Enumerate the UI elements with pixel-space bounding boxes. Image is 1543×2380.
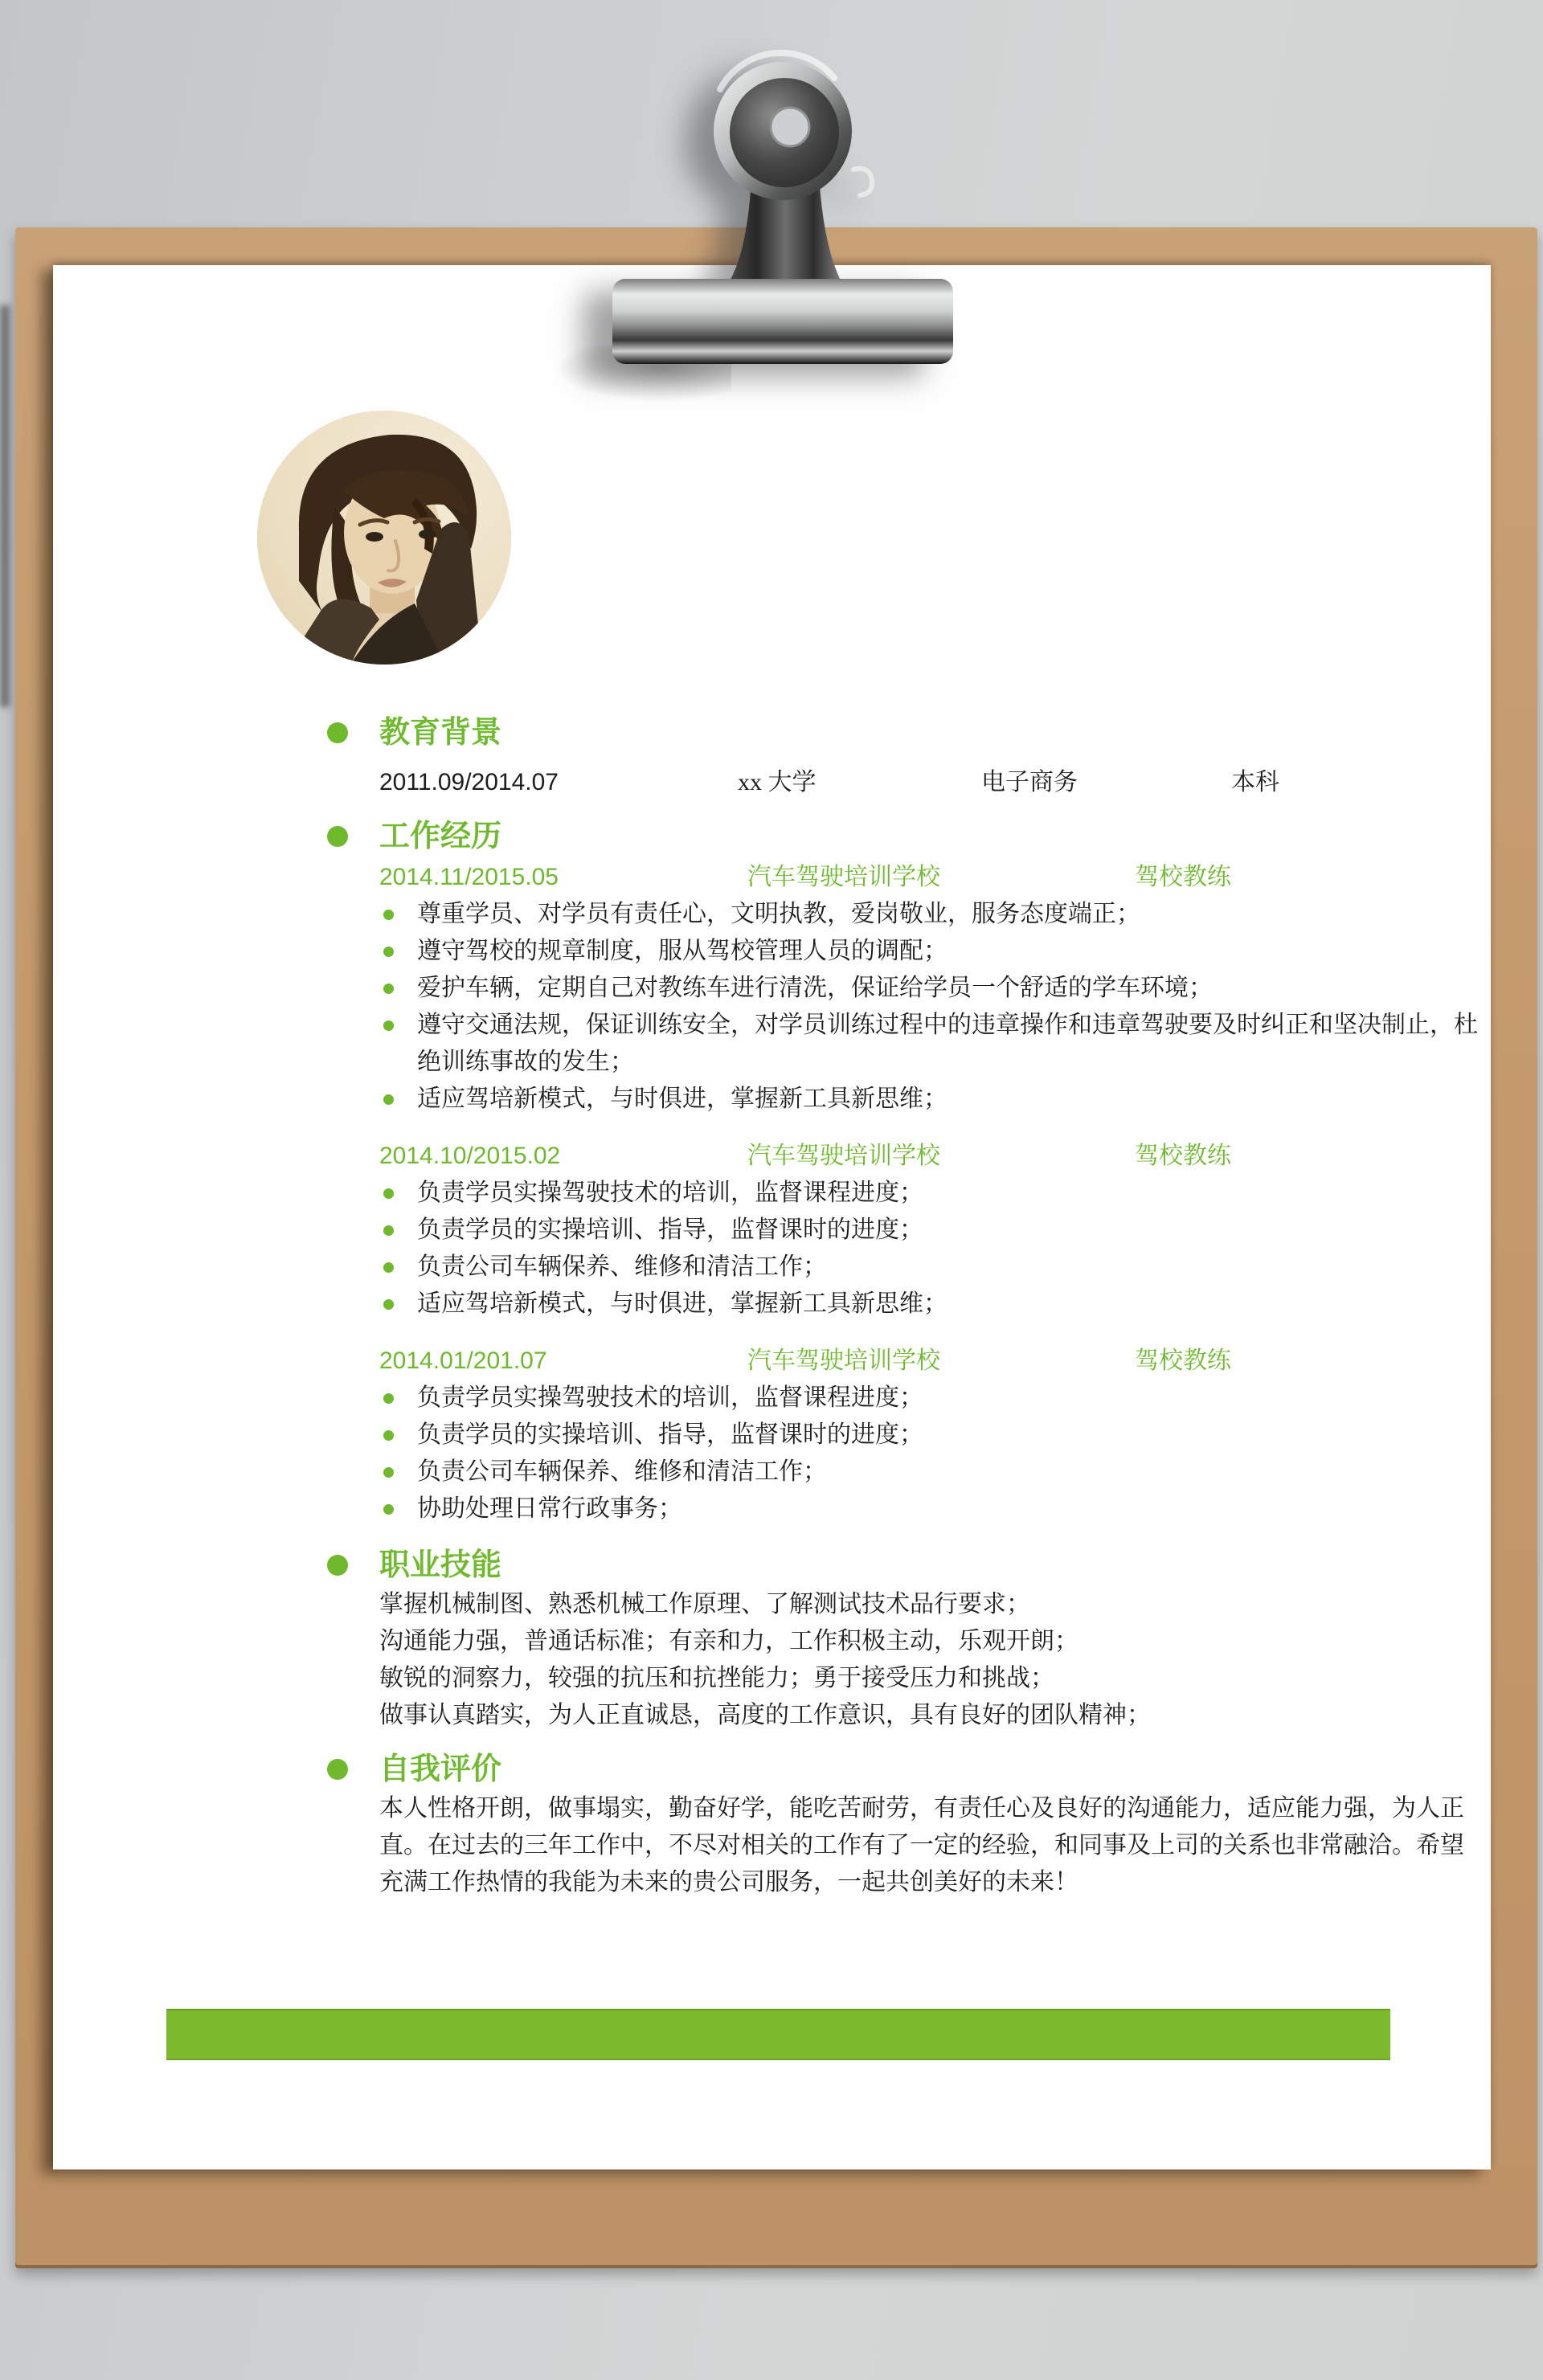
section-title: 教育背景	[379, 716, 502, 750]
skill-line: 掌握机械制图、熟悉机械工作原理、了解测试技术品行要求；	[379, 1591, 1030, 1617]
bullet-dot-icon	[383, 1094, 394, 1105]
job-bullets	[383, 1175, 1485, 1323]
job-bullet-text: 遵守交通法规，保证训练安全，对学员训练过程中的违章操作和违章驾驶要及时纠正和坚决制止，杜绝训练事故的发生；	[417, 1012, 1478, 1075]
job-bullet	[383, 1081, 1485, 1118]
section-skills	[327, 1548, 1485, 1734]
job-entry	[327, 859, 1485, 1118]
job-header	[379, 1343, 1485, 1380]
job-bullets	[383, 1380, 1485, 1527]
job-bullet	[383, 1417, 1485, 1454]
section-bullet-icon	[327, 1555, 348, 1576]
bullet-dot-icon	[383, 1430, 394, 1441]
job-bullet-text: 遵守驾校的规章制度，服从驾校管理人员的调配；	[417, 938, 947, 964]
job-period: 2014.11/2015.05	[379, 864, 559, 890]
portrait-illustration	[257, 411, 511, 665]
job-role: 驾校教练	[1135, 1347, 1231, 1374]
bottom-accent-bar	[166, 2009, 1390, 2060]
job-list	[327, 859, 1485, 1527]
job-entry	[327, 1138, 1485, 1323]
evaluation-paragraph: 本人性格开朗，做事塌实，勤奋好学，能吃苦耐劳，有责任心及良好的沟通能力，适应能力强，为人正直。在过去的三年工作中，不尽对相关的工作有了一定的经验，和同事及上司的关系也非常融洽。希望充满工作热情的我能为未来的贵公司服务，一起共创美好的未来！	[379, 1795, 1464, 1895]
education-period: 2011.09/2014.07	[379, 769, 559, 795]
bullet-dot-icon	[383, 910, 394, 920]
binder-clip-illustration	[595, 38, 976, 372]
job-header	[379, 1138, 1485, 1175]
job-bullet-text: 适应驾培新模式，与时俱进，掌握新工具新思维；	[417, 1290, 947, 1317]
job-bullet-text: 负责学员实操驾驶技术的培训，监督课程进度；	[417, 1180, 923, 1206]
job-bullet	[383, 1454, 1485, 1491]
job-header	[379, 859, 1485, 896]
job-bullet	[383, 1175, 1485, 1212]
job-company: 汽车驾驶培训学校	[747, 1143, 940, 1169]
bullet-dot-icon	[383, 1299, 394, 1310]
bullet-dot-icon	[383, 1225, 394, 1236]
job-bullet	[383, 1491, 1485, 1527]
bullet-dot-icon	[383, 1188, 394, 1199]
section-bullet-icon	[327, 722, 348, 743]
section-title: 自我评价	[379, 1752, 502, 1786]
skill-line: 做事认真踏实，为人正直诚恳，高度的工作意识，具有良好的团队精神；	[379, 1702, 1151, 1728]
section-bullet-icon	[327, 1759, 348, 1780]
education-entry	[379, 764, 1485, 801]
job-bullet-text: 负责学员实操驾驶技术的培训，监督课程进度；	[417, 1384, 923, 1411]
job-bullet	[383, 1212, 1485, 1249]
job-bullet	[383, 933, 1485, 970]
section-header	[327, 715, 1485, 750]
job-period: 2014.10/2015.02	[379, 1143, 561, 1169]
job-role: 驾校教练	[1135, 864, 1231, 890]
section-header	[327, 1752, 1485, 1787]
education-major: 电子商务	[981, 769, 1078, 795]
job-bullet	[383, 896, 1485, 933]
job-bullet	[383, 1380, 1485, 1417]
job-role: 驾校教练	[1135, 1143, 1231, 1169]
section-evaluation	[327, 1752, 1485, 1901]
job-bullet-text: 负责学员的实操培训、指导，监督课时的进度；	[417, 1421, 923, 1448]
left-edge-shadow	[0, 305, 10, 707]
bullet-dot-icon	[383, 947, 394, 957]
bullet-dot-icon	[383, 1467, 394, 1478]
section-bullet-icon	[327, 826, 348, 847]
job-company: 汽车驾驶培训学校	[747, 864, 940, 890]
job-bullet-text: 负责公司车辆保养、维修和清洁工作；	[417, 1458, 827, 1485]
job-bullet	[383, 1007, 1485, 1081]
resume-content	[327, 715, 1485, 1919]
job-bullet-text: 爱护车辆，定期自己对教练车进行清洗，保证给学员一个舒适的学车环境；	[417, 975, 1213, 1001]
section-education	[327, 715, 1485, 801]
job-bullet-text: 适应驾培新模式，与时俱进，掌握新工具新思维；	[417, 1086, 947, 1112]
bullet-dot-icon	[383, 1393, 394, 1404]
job-company: 汽车驾驶培训学校	[747, 1347, 940, 1374]
section-header	[327, 819, 1485, 854]
job-bullet	[383, 1286, 1485, 1323]
skills-lines	[379, 1586, 1485, 1734]
skill-line: 沟通能力强，普通话标准；有亲和力，工作积极主动，乐观开朗；	[379, 1628, 1078, 1654]
job-bullet-text: 负责学员的实操培训、指导，监督课时的进度；	[417, 1217, 923, 1243]
section-title: 工作经历	[379, 820, 502, 853]
resume-paper	[53, 265, 1491, 2169]
profile-photo	[257, 411, 511, 665]
binder-clip	[595, 38, 976, 372]
skill-line: 敏锐的洞察力，较强的抗压和抗挫能力；勇于接受压力和挑战；	[379, 1665, 1054, 1691]
job-entry	[327, 1343, 1485, 1527]
job-bullet	[383, 970, 1485, 1007]
job-bullets	[383, 896, 1485, 1118]
job-bullet-text: 负责公司车辆保养、维修和清洁工作；	[417, 1253, 827, 1280]
job-bullet	[383, 1249, 1485, 1286]
bullet-dot-icon	[383, 983, 394, 994]
section-title: 职业技能	[379, 1548, 502, 1582]
section-experience	[327, 819, 1485, 1527]
bullet-dot-icon	[383, 1262, 394, 1273]
job-bullet-text: 协助处理日常行政事务；	[417, 1495, 682, 1522]
bullet-dot-icon	[383, 1504, 394, 1515]
job-period: 2014.01/201.07	[379, 1347, 547, 1374]
job-bullet-text: 尊重学员、对学员有责任心，文明执教，爱岗敬业，服务态度端正；	[417, 901, 1140, 927]
section-header	[327, 1548, 1485, 1583]
education-degree: 本科	[1231, 769, 1279, 795]
bullet-dot-icon	[383, 1020, 394, 1031]
education-school: xx 大学	[738, 769, 817, 795]
